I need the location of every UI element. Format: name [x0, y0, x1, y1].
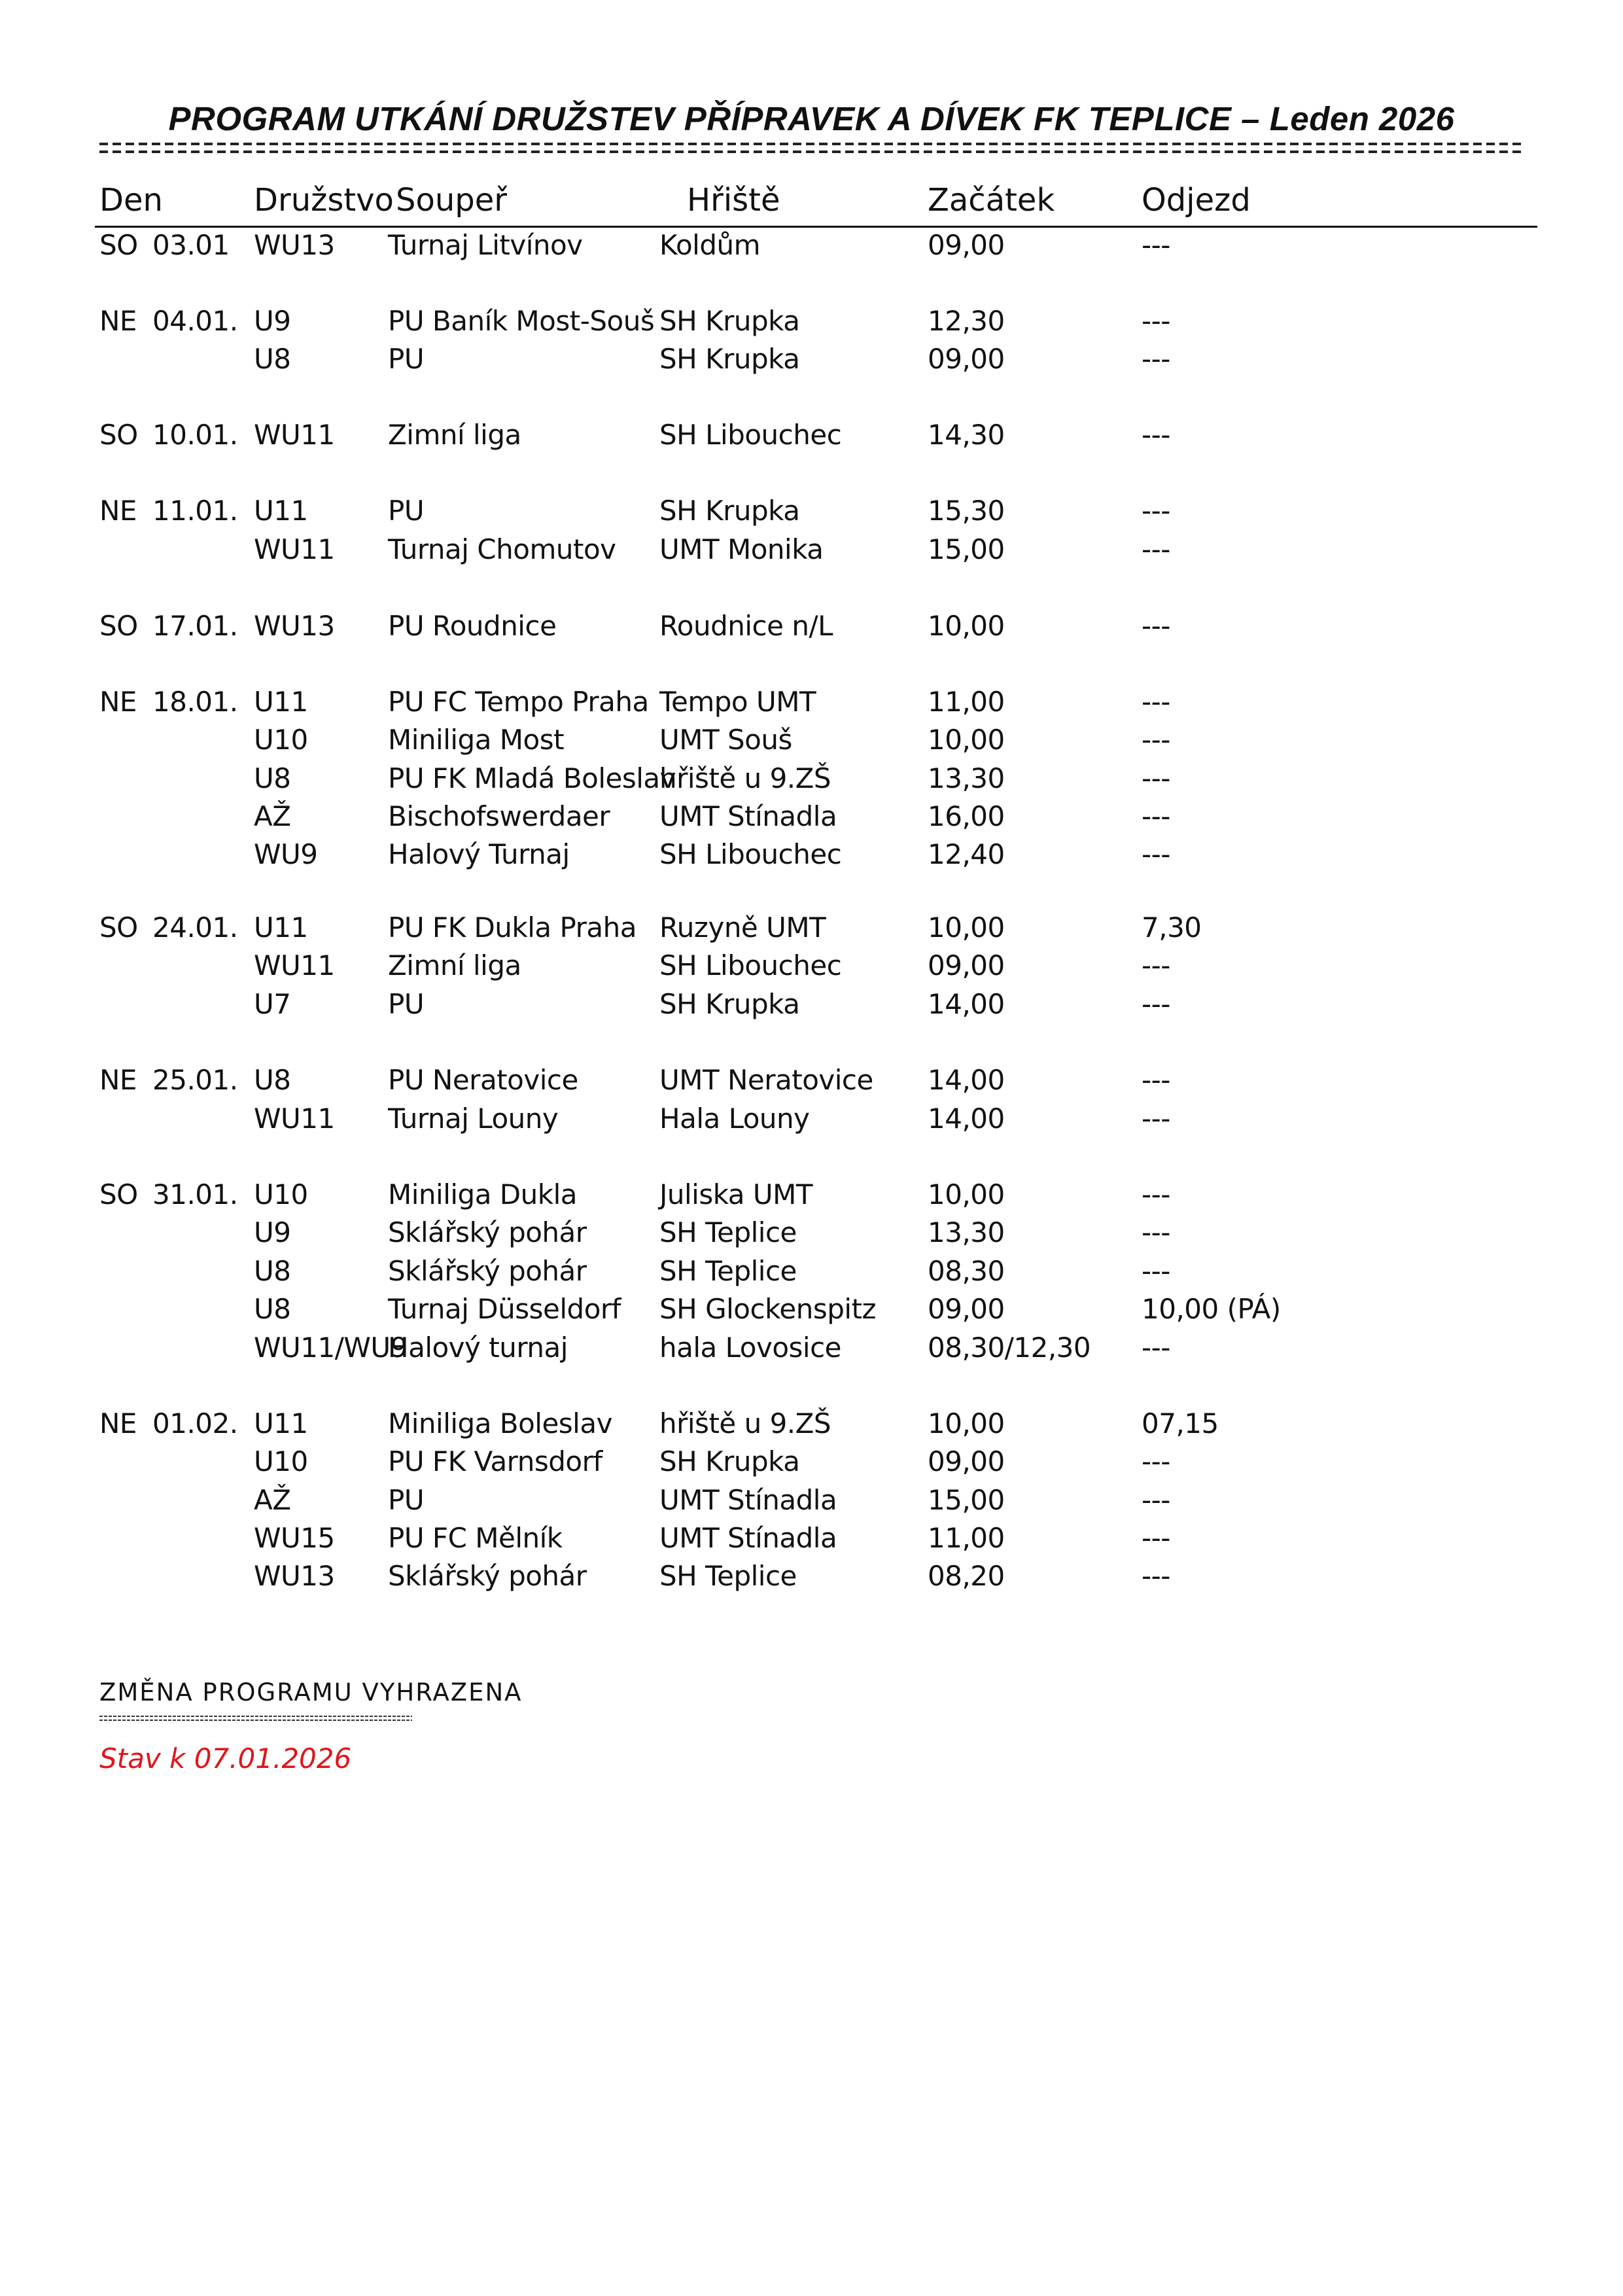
row-start-time: 10,00	[928, 1407, 1005, 1439]
row-team: WU11	[254, 949, 335, 981]
row-opponent: Zimní liga	[388, 949, 521, 981]
header-hriste: Hřiště	[687, 182, 780, 219]
row-date: 24.01.	[152, 911, 238, 944]
title-divider	[99, 143, 1522, 158]
row-team: U11	[254, 1407, 308, 1439]
row-start-time: 08,30	[928, 1255, 1005, 1287]
row-team: WU13	[254, 229, 335, 261]
row-opponent: Turnaj Louny	[388, 1103, 559, 1135]
row-venue: UMT Monika	[659, 533, 824, 565]
row-team: U8	[254, 1293, 291, 1325]
row-date: 10.01.	[152, 419, 238, 451]
row-start-time: 09,00	[928, 1445, 1005, 1477]
header-den: Den	[99, 182, 163, 219]
row-departure: 7,30	[1142, 911, 1202, 944]
row-team: U8	[254, 1064, 291, 1096]
row-team: WU13	[254, 610, 335, 642]
row-start-time: 11,00	[928, 686, 1005, 718]
row-departure: ---	[1142, 495, 1170, 527]
row-venue: SH Teplice	[659, 1255, 797, 1287]
row-departure: ---	[1142, 343, 1170, 375]
row-departure: ---	[1142, 762, 1170, 794]
row-start-time: 11,00	[928, 1522, 1005, 1554]
row-departure: ---	[1142, 1064, 1170, 1096]
row-venue: Roudnice n/L	[659, 610, 833, 642]
row-start-time: 09,00	[928, 229, 1005, 261]
row-start-time: 12,40	[928, 838, 1005, 870]
row-start-time: 13,30	[928, 1216, 1005, 1248]
row-departure: ---	[1142, 724, 1170, 756]
row-venue: SH Krupka	[659, 988, 800, 1020]
row-day: SO	[99, 911, 138, 944]
row-departure: ---	[1142, 229, 1170, 261]
row-start-time: 14,30	[928, 419, 1005, 451]
row-opponent: PU Roudnice	[388, 610, 557, 642]
row-team: U11	[254, 911, 308, 944]
row-start-time: 08,20	[928, 1560, 1005, 1592]
status-date: Stav k 07.01.2026	[99, 1742, 352, 1775]
row-departure: ---	[1142, 1560, 1170, 1592]
row-opponent: Turnaj Litvínov	[388, 229, 583, 261]
row-team: U10	[254, 724, 308, 756]
row-opponent: PU Baník Most-Souš	[388, 305, 655, 337]
row-departure: ---	[1142, 800, 1170, 832]
row-team: U9	[254, 1216, 291, 1248]
row-venue: UMT Stínadla	[659, 1484, 837, 1516]
row-date: 18.01.	[152, 686, 238, 718]
row-venue: hřiště u 9.ZŠ	[659, 1407, 831, 1439]
row-venue: hala Lovosice	[659, 1332, 842, 1364]
row-day: NE	[99, 495, 137, 527]
row-opponent: Zimní liga	[388, 419, 521, 451]
row-venue: SH Libouchec	[659, 419, 842, 451]
row-venue: Tempo UMT	[659, 686, 816, 718]
header-zacatek: Začátek	[928, 182, 1055, 219]
row-venue: UMT Stínadla	[659, 1522, 837, 1554]
row-opponent: PU FK Mladá Boleslav	[388, 762, 676, 794]
row-departure: ---	[1142, 686, 1170, 718]
row-departure: ---	[1142, 610, 1170, 642]
row-date: 03.01	[152, 229, 230, 261]
row-opponent: Halový turnaj	[388, 1332, 568, 1364]
change-note: ZMĚNA PROGRAMU VYHRAZENA	[99, 1678, 523, 1706]
row-opponent: Halový Turnaj	[388, 838, 570, 870]
row-departure: ---	[1142, 305, 1170, 337]
row-departure: ---	[1142, 1216, 1170, 1248]
row-venue: SH Krupka	[659, 343, 800, 375]
row-venue: Koldům	[659, 229, 761, 261]
row-opponent: PU FC Tempo Praha	[388, 686, 649, 718]
row-departure: ---	[1142, 838, 1170, 870]
row-opponent: PU FK Dukla Praha	[388, 911, 637, 944]
row-team: U8	[254, 343, 291, 375]
row-opponent: Turnaj Chomutov	[388, 533, 616, 565]
row-departure: ---	[1142, 1255, 1170, 1287]
row-venue: SH Krupka	[659, 495, 800, 527]
row-day: NE	[99, 1064, 137, 1096]
row-team: AŽ	[254, 1484, 291, 1516]
row-team: WU9	[254, 838, 318, 870]
row-day: SO	[99, 1178, 138, 1210]
row-date: 25.01.	[152, 1064, 238, 1096]
row-date: 31.01.	[152, 1178, 238, 1210]
header-odjezd: Odjezd	[1142, 182, 1251, 219]
row-venue: Ruzyně UMT	[659, 911, 826, 944]
row-date: 01.02.	[152, 1407, 238, 1439]
row-opponent: PU	[388, 988, 425, 1020]
document-title: PROGRAM UTKÁNÍ DRUŽSTEV PŘÍPRAVEK A DÍVEK FK TEPLICE – Leden 2026	[168, 100, 1455, 137]
row-team: WU13	[254, 1560, 335, 1592]
row-start-time: 14,00	[928, 1064, 1005, 1096]
row-team: WU11	[254, 419, 335, 451]
row-opponent: Bischofswerdaer	[388, 800, 610, 832]
row-departure: ---	[1142, 533, 1170, 565]
row-start-time: 13,30	[928, 762, 1005, 794]
row-departure: ---	[1142, 1484, 1170, 1516]
row-opponent: Miniliga Boleslav	[388, 1407, 612, 1439]
row-start-time: 14,00	[928, 1103, 1005, 1135]
row-start-time: 10,00	[928, 1178, 1005, 1210]
row-team: WU11	[254, 1103, 335, 1135]
row-team: WU11/WU9	[254, 1332, 408, 1364]
row-start-time: 15,30	[928, 495, 1005, 527]
row-departure: ---	[1142, 949, 1170, 981]
row-venue: UMT Souš	[659, 724, 792, 756]
row-venue: UMT Stínadla	[659, 800, 837, 832]
row-departure: 10,00 (PÁ)	[1142, 1293, 1281, 1325]
row-start-time: 16,00	[928, 800, 1005, 832]
row-venue: Hala Louny	[659, 1103, 810, 1135]
row-day: NE	[99, 1407, 137, 1439]
row-start-time: 09,00	[928, 1293, 1005, 1325]
note-divider	[99, 1716, 412, 1723]
row-venue: Juliska UMT	[659, 1178, 813, 1210]
row-venue: hřiště u 9.ZŠ	[659, 762, 831, 794]
row-date: 04.01.	[152, 305, 238, 337]
row-day: NE	[99, 305, 137, 337]
row-departure: ---	[1142, 1178, 1170, 1210]
row-start-time: 15,00	[928, 1484, 1005, 1516]
row-opponent: Turnaj Düsseldorf	[388, 1293, 621, 1325]
row-date: 11.01.	[152, 495, 238, 527]
row-venue: SH Krupka	[659, 305, 800, 337]
row-venue: SH Teplice	[659, 1216, 797, 1248]
row-opponent: PU	[388, 495, 425, 527]
row-opponent: Sklářský pohár	[388, 1255, 587, 1287]
row-team: U10	[254, 1178, 308, 1210]
row-opponent: Miniliga Dukla	[388, 1178, 577, 1210]
row-day: SO	[99, 229, 138, 261]
row-departure: ---	[1142, 419, 1170, 451]
row-departure: ---	[1142, 1103, 1170, 1135]
row-departure: ---	[1142, 1522, 1170, 1554]
row-opponent: PU	[388, 1484, 425, 1516]
row-day: NE	[99, 686, 137, 718]
header-souper: Soupeř	[396, 182, 507, 219]
row-team: U11	[254, 495, 308, 527]
row-departure: ---	[1142, 988, 1170, 1020]
row-start-time: 14,00	[928, 988, 1005, 1020]
row-opponent: Miniliga Most	[388, 724, 565, 756]
row-departure: ---	[1142, 1445, 1170, 1477]
row-opponent: Sklářský pohár	[388, 1216, 587, 1248]
row-venue: SH Teplice	[659, 1560, 797, 1592]
row-opponent: PU	[388, 343, 425, 375]
row-opponent: PU FC Mělník	[388, 1522, 563, 1554]
row-team: U8	[254, 1255, 291, 1287]
header-druzstvo: Družstvo	[254, 182, 394, 219]
row-opponent: Sklářský pohár	[388, 1560, 587, 1592]
row-start-time: 10,00	[928, 724, 1005, 756]
row-start-time: 10,00	[928, 610, 1005, 642]
row-departure: ---	[1142, 1332, 1170, 1364]
row-team: U8	[254, 762, 291, 794]
row-start-time: 09,00	[928, 949, 1005, 981]
row-date: 17.01.	[152, 610, 238, 642]
row-start-time: 10,00	[928, 911, 1005, 944]
row-day: SO	[99, 610, 138, 642]
row-start-time: 09,00	[928, 343, 1005, 375]
row-start-time: 15,00	[928, 533, 1005, 565]
row-opponent: PU FK Varnsdorf	[388, 1445, 602, 1477]
row-start-time: 12,30	[928, 305, 1005, 337]
row-day: SO	[99, 419, 138, 451]
row-team: U9	[254, 305, 291, 337]
row-team: U7	[254, 988, 291, 1020]
row-venue: SH Libouchec	[659, 949, 842, 981]
row-venue: UMT Neratovice	[659, 1064, 873, 1096]
row-opponent: PU Neratovice	[388, 1064, 578, 1096]
header-rule	[95, 226, 1537, 228]
row-team: WU11	[254, 533, 335, 565]
row-venue: SH Krupka	[659, 1445, 800, 1477]
row-venue: SH Glockenspitz	[659, 1293, 877, 1325]
row-team: U10	[254, 1445, 308, 1477]
row-team: U11	[254, 686, 308, 718]
row-venue: SH Libouchec	[659, 838, 842, 870]
row-start-time: 08,30/12,30	[928, 1332, 1091, 1364]
row-departure: 07,15	[1142, 1407, 1219, 1439]
row-team: AŽ	[254, 800, 291, 832]
row-team: WU15	[254, 1522, 335, 1554]
